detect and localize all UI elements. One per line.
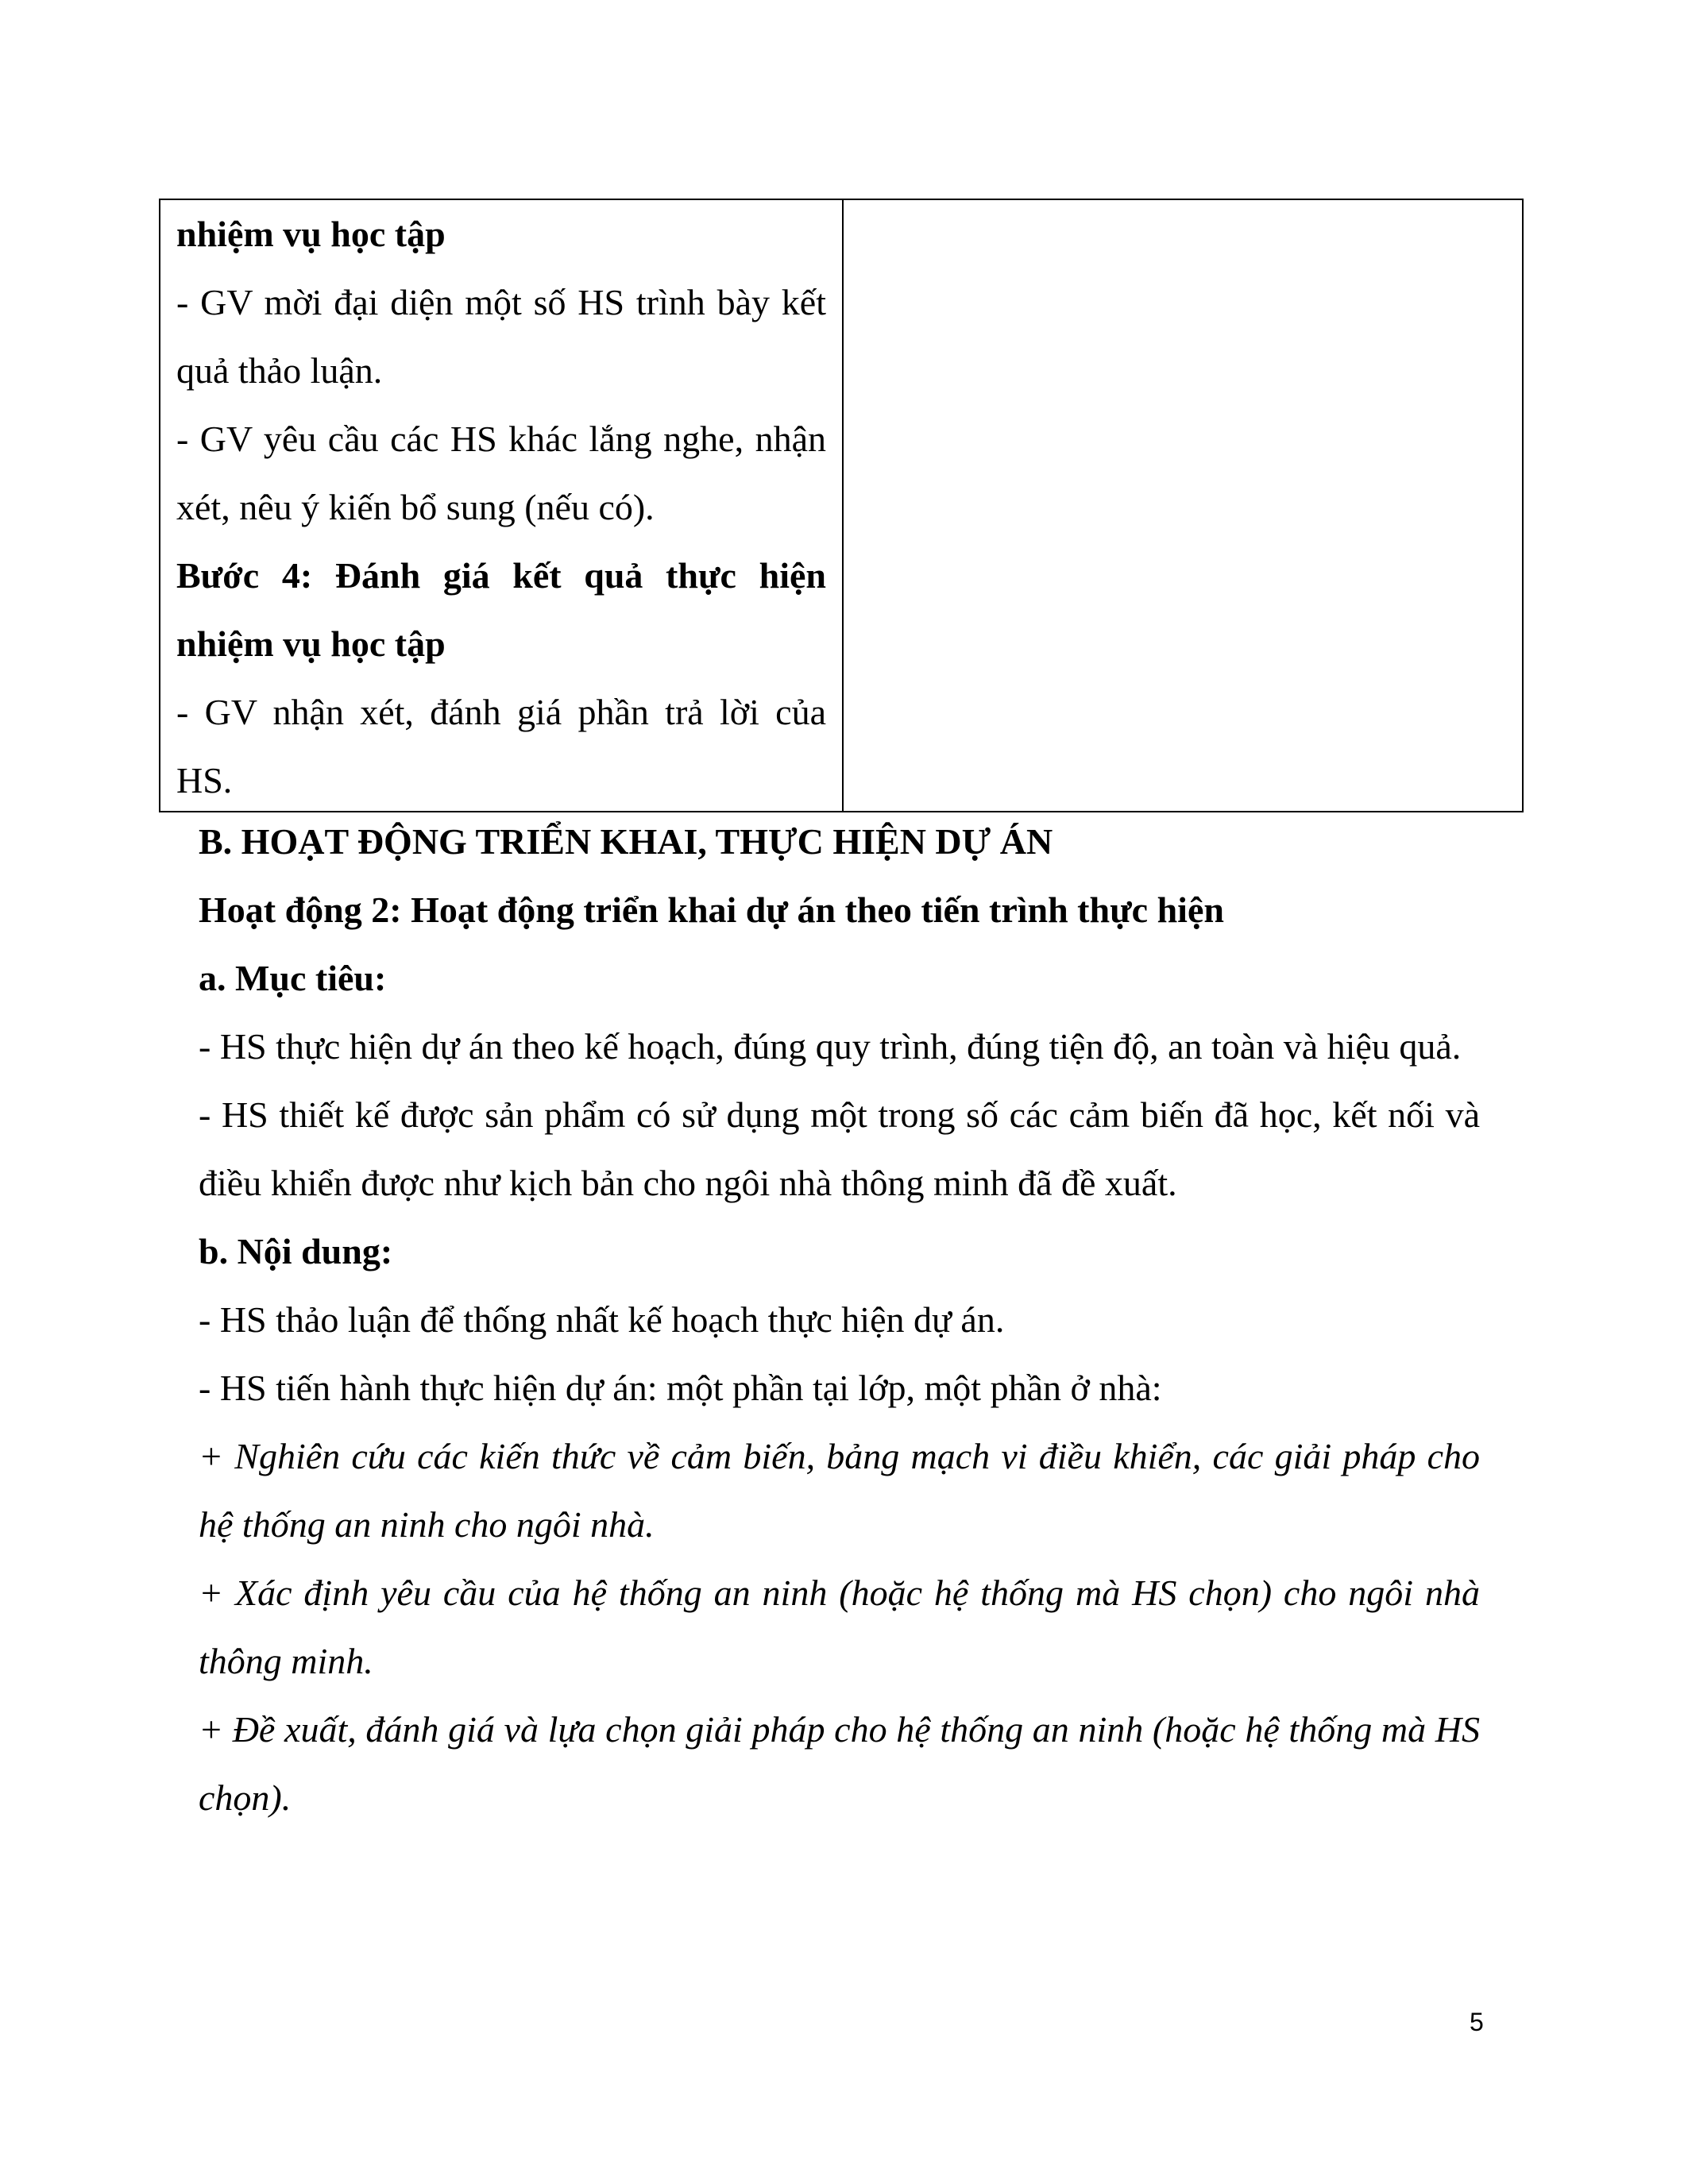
goal-heading: a. Mục tiêu: bbox=[199, 958, 387, 998]
table-paragraph: - GV yêu cầu các HS khác lắng nghe, nhận xét, nêu ý kiến bổ sung (nếu có). bbox=[176, 419, 826, 527]
section-heading: B. HOẠT ĐỘNG TRIỂN KHAI, THỰC HIỆN DỰ ÁN bbox=[199, 821, 1053, 862]
document-body bbox=[199, 808, 1480, 1832]
page-number: 5 bbox=[1470, 2008, 1484, 2036]
activity-heading: Hoạt động 2: Hoạt động triển khai dự án theo tiến trình thực hiện bbox=[199, 889, 1224, 930]
step-heading-continued: nhiệm vụ học tập bbox=[176, 214, 446, 254]
content-item: - HS thảo luận để thống nhất kế hoạch thực hiện dự án. bbox=[199, 1299, 1005, 1340]
table-paragraph: - GV mời đại diện một số HS trình bày kết quả thảo luận. bbox=[176, 282, 826, 391]
task-item: + Xác định yêu cầu của hệ thống an ninh (hoặc hệ thống mà HS chọn) cho ngôi nhà thông minh. bbox=[199, 1572, 1480, 1681]
content-heading: b. Nội dung: bbox=[199, 1231, 393, 1271]
lesson-table bbox=[159, 199, 1524, 812]
table-left-cell bbox=[160, 200, 844, 811]
table-right-cell bbox=[844, 200, 1522, 811]
goal-item: - HS thực hiện dự án theo kế hoạch, đúng quy trình, đúng tiện độ, an toàn và hiệu quả. bbox=[199, 1026, 1462, 1067]
goal-item: - HS thiết kế được sản phẩm có sử dụng một trong số các cảm biến đã học, kết nối và điều khiển được như kịch bản cho ngôi nhà thông minh đã đề xuất. bbox=[199, 1094, 1480, 1203]
task-item: + Đề xuất, đánh giá và lựa chọn giải pháp cho hệ thống an ninh (hoặc hệ thống mà HS chọn). bbox=[199, 1709, 1480, 1818]
task-item: + Nghiên cứu các kiến thức về cảm biến, bảng mạch vi điều khiển, các giải pháp cho hệ thống an ninh cho ngôi nhà. bbox=[199, 1436, 1480, 1545]
step-4-heading: Bước 4: Đánh giá kết quả thực hiện nhiệm vụ học tập bbox=[176, 555, 826, 664]
content-item: - HS tiến hành thực hiện dự án: một phần tại lớp, một phần ở nhà: bbox=[199, 1368, 1162, 1408]
table-paragraph: - GV nhận xét, đánh giá phần trả lời của HS. bbox=[176, 692, 826, 801]
